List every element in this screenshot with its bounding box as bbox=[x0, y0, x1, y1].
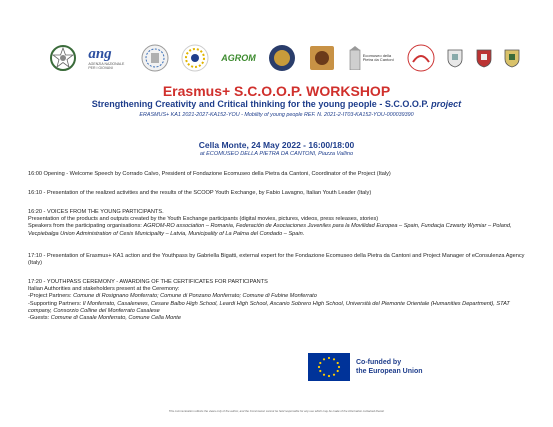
seal-icon bbox=[268, 44, 296, 72]
subtitle bbox=[0, 99, 553, 109]
ecomuseo-logo bbox=[349, 46, 395, 70]
speakers-label: Speakers from the participating organisations: bbox=[28, 223, 144, 230]
eu-line-1: Co-funded by bbox=[356, 359, 402, 366]
supporting-partners-label: -Supporting Partners: bbox=[28, 300, 83, 307]
disclaimer: This communication reflects the views only of the author, and the Commission cannot be held responsible for any use which may be made of the information contained therein bbox=[168, 409, 385, 413]
red-seal-icon bbox=[407, 44, 435, 72]
ang-name: ang bbox=[88, 45, 112, 62]
program-text: 16:00 Opening - Welcome Speech by Corrado Calvo, President of Fondazione Ecomuseo della Pietra da Cantoni, Coordinator of the Project (Italy) bbox=[28, 171, 391, 177]
municipality-crest-3 bbox=[504, 48, 520, 68]
partner-seal-logo bbox=[268, 44, 296, 72]
cella-monte-crest bbox=[141, 44, 169, 72]
stars-ring-icon bbox=[181, 44, 209, 72]
program-item-ceremony bbox=[28, 279, 526, 322]
program-text: Italian Authorities and stakeholders present at the Ceremony: bbox=[28, 286, 180, 293]
program-text bbox=[28, 301, 526, 315]
program-item-presentation bbox=[28, 190, 526, 197]
building-icon bbox=[349, 46, 361, 70]
eu-stars-circle-logo bbox=[181, 44, 209, 72]
ecomuseo-name: Ecomuseo della Pietra da Cantoni bbox=[362, 52, 394, 62]
shield-icon bbox=[476, 48, 492, 68]
eu-flag-icon bbox=[308, 353, 350, 381]
subtitle-italic: project bbox=[431, 99, 462, 109]
program-text bbox=[28, 315, 526, 322]
guests-list: Comune di Casale Monferrato, Comune Cella Monte bbox=[50, 315, 181, 322]
star-emblem-icon bbox=[50, 43, 76, 73]
crest-icon bbox=[141, 44, 169, 72]
page-title: Erasmus+ S.C.O.O.P. WORKSHOP bbox=[162, 83, 391, 99]
program-item-voices bbox=[28, 209, 526, 238]
scoop-icon bbox=[308, 44, 336, 72]
partner-red-logo bbox=[407, 44, 435, 72]
shield-icon bbox=[504, 48, 520, 68]
program-item-opening bbox=[28, 171, 526, 178]
supporting-partners-list: Il Monferrato, Casalenews, Cesare Balbo High School, Leardi High School, Ascanio Sobrero High School, Università del Piemonte Orientale (Humanities Department), STAT company, Consorzio Colline del Monferrato Casalese bbox=[28, 300, 510, 314]
guests-label: -Guests: bbox=[28, 315, 51, 322]
reference-line: ERASMUS+ KA1 2021-2027-KA152-YOU - Mobility of young people REF. N. 2021-2-IT03-KA152-YOU-000039390 bbox=[139, 112, 414, 118]
municipality-crest-2 bbox=[476, 48, 492, 68]
subtitle-main: Strengthening Creativity and Critical thinking for the young people - S.C.O.O.P. bbox=[91, 99, 432, 109]
program-text: 17:20 - YOUTHPASS CEREMONY - AWARDING OF THE CERTIFICATES FOR PARTICIPANTS bbox=[28, 279, 268, 285]
eu-text bbox=[356, 358, 423, 376]
italian-republic-emblem bbox=[50, 43, 76, 73]
logo-strip bbox=[50, 38, 520, 78]
program-item-erasmus bbox=[28, 253, 526, 267]
program-text: 16:10 - Presentation of the realized activities and the results of the SCOOP Youth Exchange, by Fabio Lavagno, Italian Youth Leader (Italy) bbox=[28, 190, 372, 196]
agrom-logo bbox=[221, 53, 256, 63]
speakers-list: AGROM-RO association – Romania, Federación de Asociaciones Juveniles para la Movilidad Europea – Spain, Fundacja Czwarty Wymiar – Poland, Vecpiebalga Union Administration of Cesis Municipality – Latvia, Municipality of La Palma del Condado – Spain. bbox=[28, 223, 512, 237]
project-partners-label: -Project Partners: bbox=[28, 293, 74, 300]
program-text bbox=[28, 223, 526, 237]
eu-cofunded-badge bbox=[308, 353, 423, 381]
ang-subtitle: AGENZIA NAZIONALE PER I GIOVANI bbox=[88, 61, 125, 70]
ang-logo bbox=[88, 47, 128, 70]
municipality-crest-1 bbox=[447, 48, 463, 68]
project-partners-list: Comune di Rosignano Monferrato; Comune di Ponzano Monferrato; Comune di Fubine Monferrato bbox=[73, 293, 317, 300]
program-text: 16:20 - VOICES FROM THE YOUNG PARTICIPANTS. bbox=[28, 209, 164, 215]
event-date: Cella Monte, 24 May 2022 - 16:00/18:00 bbox=[198, 140, 355, 150]
eu-line-2: the European Union bbox=[356, 368, 423, 375]
agrom-name: AGROM bbox=[221, 53, 256, 63]
shield-icon bbox=[447, 48, 463, 68]
event-place: at ECOMUSEO DELLA PIETRA DA CANTONI, Piazza Vallino bbox=[199, 151, 354, 157]
scoop-logo bbox=[308, 44, 336, 72]
program-text: Presentation of the products and outputs created by the Youth Exchange participants (digital movies, pictures, videos, press releases, stories) bbox=[28, 216, 379, 223]
program-text: 17:10 - Presentation of Erasmus+ KA1 action and the Youthpass by Gabriella Bigatti, external expert for the Fondazione Ecomuseo della Pietra da Cantoni and Project Manager of eConsulenza Agency (Italy) bbox=[28, 253, 525, 267]
program-text bbox=[28, 293, 526, 300]
